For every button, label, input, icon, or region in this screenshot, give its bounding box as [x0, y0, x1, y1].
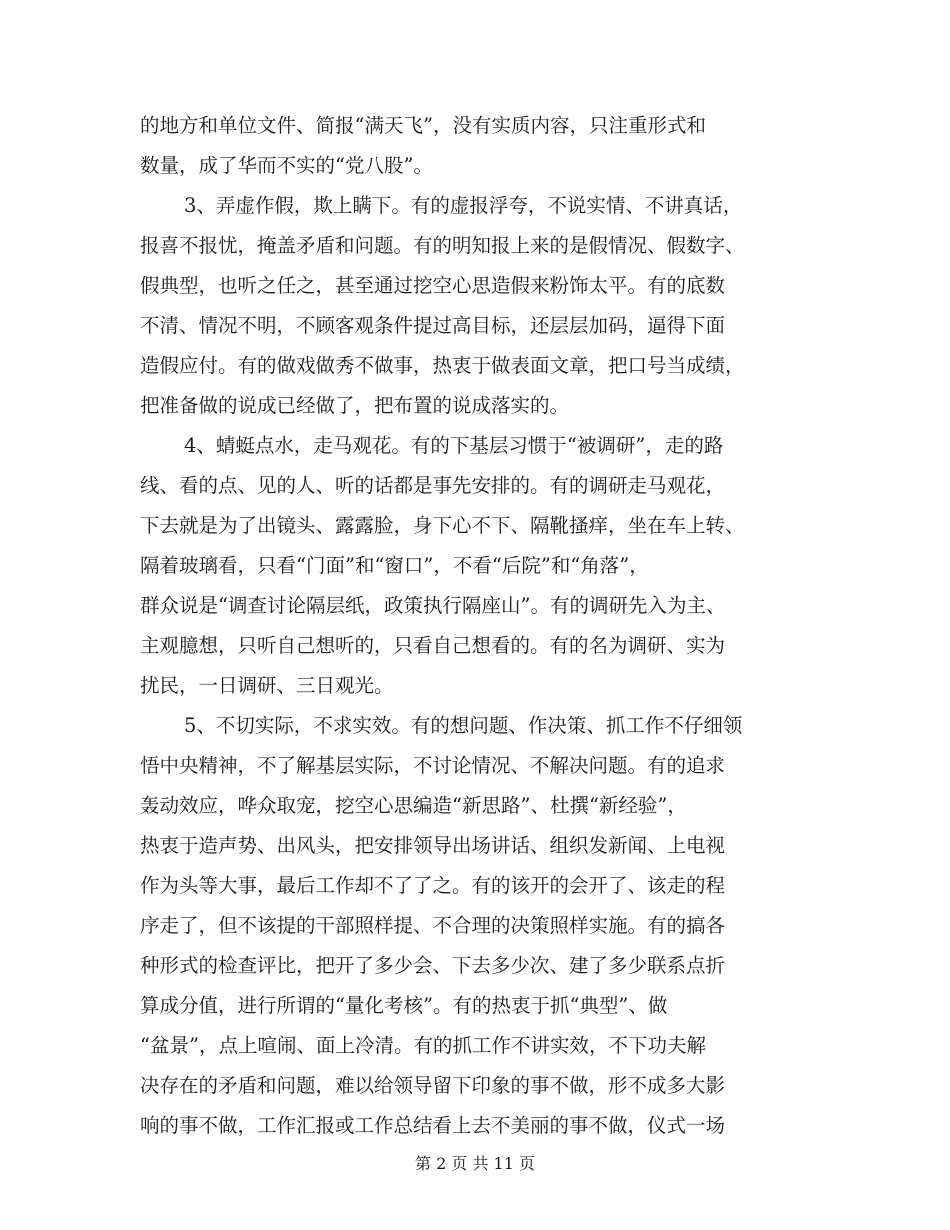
- line-text: 种形式的检查评比，把开了多少会、下去多少次、建了多少联系点折: [140, 954, 726, 977]
- text-line: [140, 626, 810, 666]
- text-line: [140, 986, 810, 1026]
- text-line: [140, 1106, 810, 1146]
- text-line: [140, 586, 810, 626]
- line-text: 报喜不报忧，掩盖矛盾和问题。有的明知报上来的是假情况、假数字、: [140, 234, 745, 257]
- text-line: [140, 306, 810, 346]
- text-line: [140, 666, 810, 706]
- line-text: 主观臆想，只听自己想听的，只看自己想看的。有的名为调研、实为: [140, 634, 726, 657]
- text-line: [140, 826, 810, 866]
- line-text: 线、看的点、见的人、听的话都是事先安排的。有的调研走马观花，: [140, 474, 726, 497]
- line-text: 不清、情况不明，不顾客观条件提过高目标，还层层加码，逼得下面: [140, 314, 726, 337]
- line-text: 扰民，一日调研、三日观光。: [140, 674, 394, 697]
- text-line: [140, 786, 810, 826]
- text-line: [140, 346, 810, 386]
- line-text: 的地方和单位文件、简报“满天飞”，没有实质内容，只注重形式和: [140, 114, 706, 137]
- line-text: 热衷于造声势、出风头，把安排领导出场讲话、组织发新闻、上电视: [140, 834, 726, 857]
- line-text: 隔着玻璃看，只看“门面”和“窗口”，不看“后院”和“角落”，: [140, 554, 649, 577]
- line-text: 决存在的矛盾和问题，难以给领导留下印象的事不做，形不成多大影: [140, 1074, 726, 1097]
- line-text: 群众说是“调查讨论隔层纸，政策执行隔座山”。有的调研先入为主、: [140, 594, 726, 617]
- text-line: [140, 906, 810, 946]
- text-line: [140, 946, 810, 986]
- text-line: [140, 386, 810, 426]
- line-text: 假典型，也听之任之，甚至通过挖空心思造假来粉饰太平。有的底数: [140, 274, 726, 297]
- document-body: [140, 106, 810, 1146]
- line-text: 序走了，但不该提的干部照样提、不合理的决策照样实施。有的搞各: [140, 914, 726, 937]
- line-text: 作为头等大事，最后工作却不了了之。有的该开的会开了、该走的程: [140, 874, 726, 897]
- paragraph-first-line: [140, 426, 810, 466]
- text-line: [140, 506, 810, 546]
- text-line: [140, 1026, 810, 1066]
- line-text: “盆景”，点上喧闹、面上冷清。有的抓工作不讲实效，不下功夫解: [140, 1034, 706, 1057]
- line-text: 4、蜻蜓点水，走马观花。有的下基层习惯于“被调研”，走的路: [184, 434, 724, 457]
- text-line: [140, 146, 810, 186]
- text-line: [140, 226, 810, 266]
- text-line: [140, 266, 810, 306]
- text-line: [140, 1066, 810, 1106]
- line-text: 把准备做的说成已经做了，把布置的说成落实的。: [140, 394, 570, 417]
- text-line: [140, 466, 810, 506]
- page-footer: 第 2 页 共 11 页: [415, 1154, 535, 1173]
- line-text: 3、弄虚作假，欺上瞒下。有的虚报浮夸，不说实情、不讲真话，: [184, 194, 743, 217]
- line-text: 5、不切实际，不求实效。有的想问题、作决策、抓工作不仔细领: [184, 714, 743, 737]
- line-text: 下去就是为了出镜头、露露脸，身下心不下、隔靴搔痒，坐在车上转、: [140, 514, 745, 537]
- line-text: 响的事不做，工作汇报或工作总结看上去不美丽的事不做，仪式一场: [140, 1114, 726, 1137]
- paragraph-first-line: [140, 706, 810, 746]
- text-line: [140, 106, 810, 146]
- text-line: [140, 866, 810, 906]
- text-line: [140, 746, 810, 786]
- line-text: 轰动效应，哗众取宠，挖空心思编造“新思路”、杜撰“新经验”，: [140, 794, 687, 817]
- line-text: 数量，成了华而不实的“党八股”。: [140, 154, 433, 177]
- text-line: [140, 546, 810, 586]
- line-text: 造假应付。有的做戏做秀不做事，热衷于做表面文章，把口号当成绩，: [140, 354, 745, 377]
- line-text: 悟中央精神，不了解基层实际，不讨论情况、不解决问题。有的追求: [140, 754, 726, 777]
- paragraph-first-line: [140, 186, 810, 226]
- line-text: 算成分值，进行所谓的“量化考核”。有的热衷于抓“典型”、做: [140, 994, 668, 1017]
